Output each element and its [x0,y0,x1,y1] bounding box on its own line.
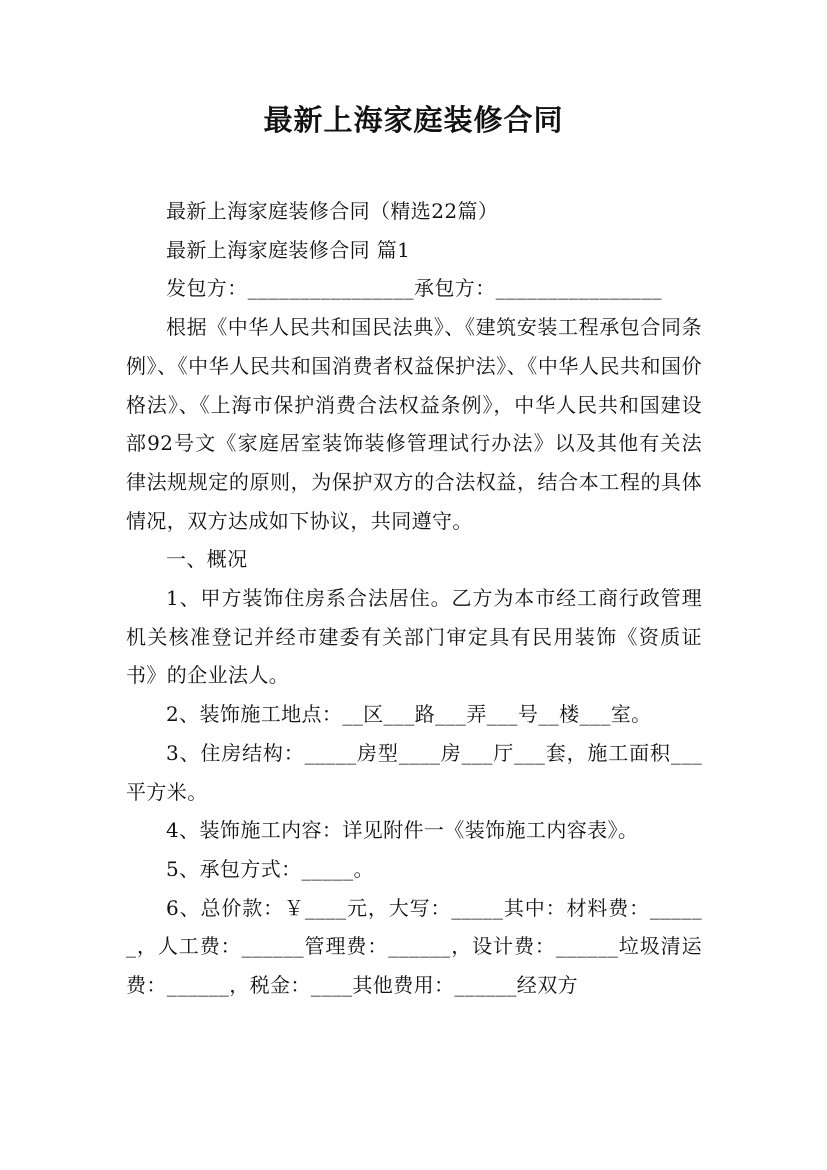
paragraph-clause-2: 2、装饰施工地点：__区___路___弄___号__楼___室。 [166,702,652,727]
paragraph-subtitle: 最新上海家庭装修合同（精选22篇） [166,199,499,223]
document-body [126,192,702,1005]
paragraph-clause-5: 5、承包方式：_____。 [166,856,374,881]
paragraph-clause-6: 6、总价款：￥____元，大写：_____其中：材料费：______，人工费：______管理费：______，设计费：______垃圾清运费：______，税金：____其他费用：______经双方 [126,895,702,998]
paragraph-clause-4: 4、装饰施工内容：详见附件一《装饰施工内容表》。 [166,818,639,843]
paragraph-parties: 发包方：________________承包方：________________ [166,276,662,301]
paragraph-clause-1: 1、甲方装饰住房系合法居住。乙方为本市经工商行政管理机关核准登记并经市建委有关部门审定具有民用装饰《资质证书》的企业法人。 [126,586,702,688]
paragraph-section-heading: 最新上海家庭装修合同 篇1 [166,237,411,262]
document-title: 最新上海家庭装修合同 [263,103,564,137]
paragraph-clause-3: 3、住房结构：_____房型____房___厅___套，施工面积___平方米。 [126,740,702,804]
paragraph-preamble: 根据《中华人民共和国民法典》、《建筑安装工程承包合同条例》、《中华人民共和国消费者权益保护法》、《中华人民共和国价格法》、《上海市保护消费合法权益条例》，中华人民共和国建设部92号文《家庭居室装饰装修管理试行办法》以及其他有关法律法规规定的原则，为保护双方的合法权益，结合本工程的具体情况，双方达成如下协议，共同遵守。 [126,315,702,533]
paragraph-overview-heading: 一、概况 [166,547,248,572]
